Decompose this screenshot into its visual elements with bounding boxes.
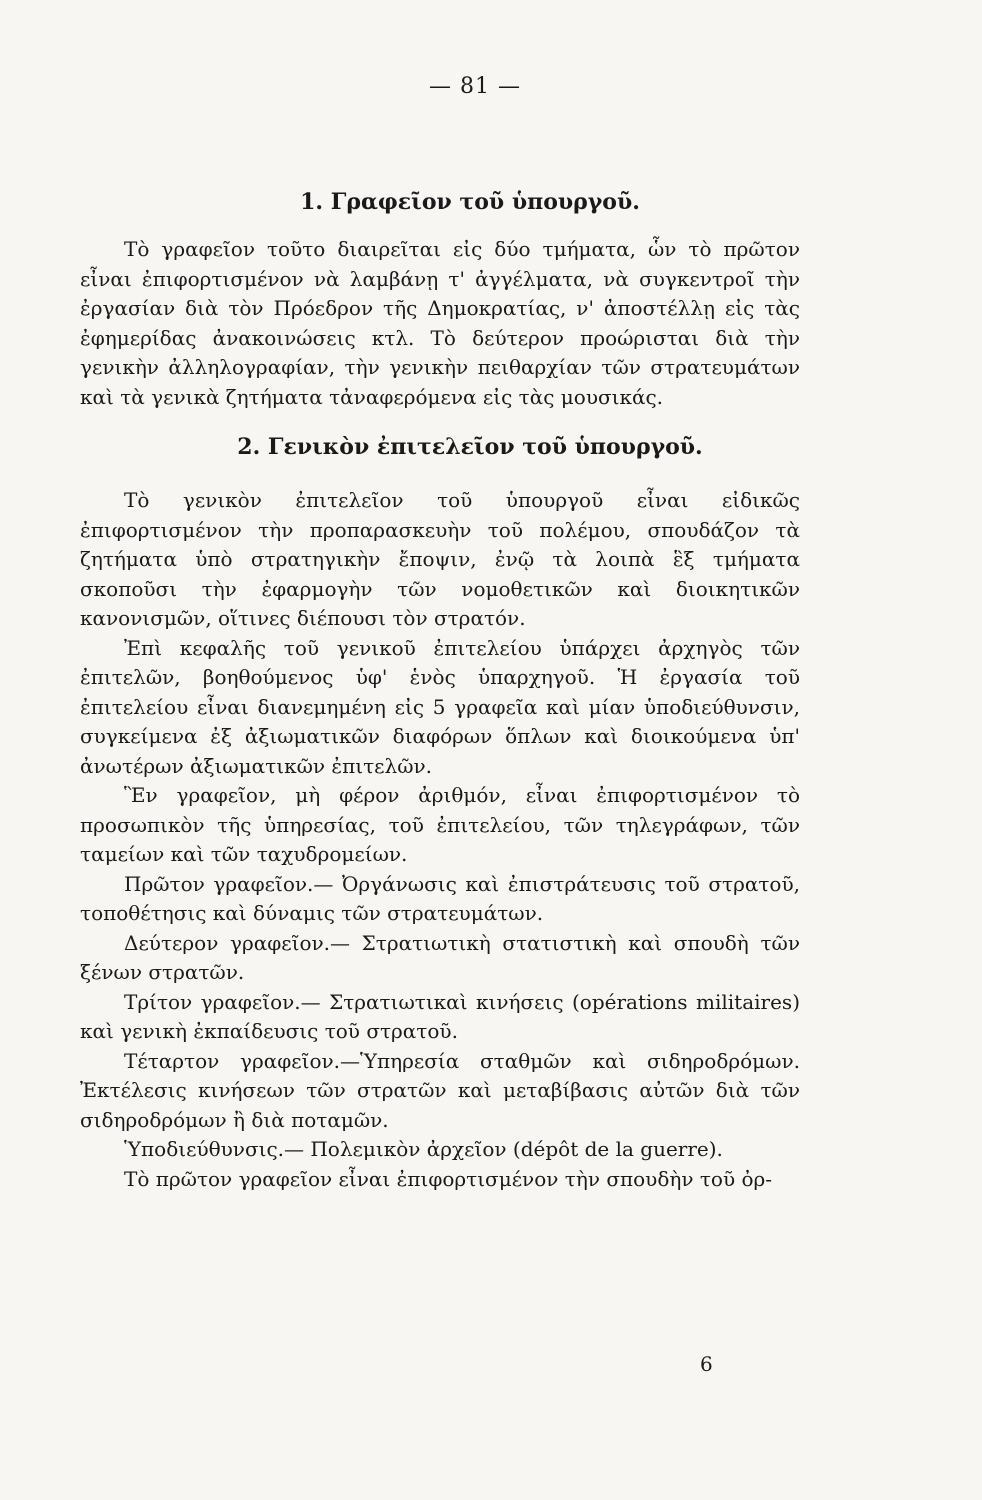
paragraph: Τρίτον γραφεῖον.— Στρατιωτικαὶ κινήσεις (opérations militaires) καὶ γενικὴ ἐκπαίδευσις τοῦ στρατοῦ. [80,989,800,1043]
paragraph: Τέταρτον γραφεῖον.—Ὑπηρεσία σταθμῶν καὶ σιδηροδρόμων. Ἐκτέλεσις κινήσεων τῶν στρατῶν καὶ μεταβίβασις αὐτῶν διὰ τῶν σιδηροδρόμων ἢ διὰ ποταμῶν. [80,1048,800,1132]
paragraph: Δεύτερον γραφεῖον.— Στρατιωτικὴ στατιστικὴ καὶ σπουδὴ τῶν ξένων στρατῶν. [80,930,800,984]
section-2 [80,434,800,1194]
paragraph: Ἓν γραφεῖον, μὴ φέρον ἀριθμόν, εἶναι ἐπιφορτισμένον τὸ προσωπικὸν τῆς ὑπηρεσίας, τοῦ ἐπιτελείου, τῶν τηλεγράφων, τῶν ταμείων καὶ τῶν ταχυδρομείων. [80,783,800,866]
paragraph: Τὸ γραφεῖον τοῦτο διαιρεῖται εἰς δύο τμήματα, ὧν τὸ πρῶτον εἶναι ἐπιφορτισμένον νὰ λαμβάνῃ τ' ἀγγέλματα, νὰ συγκεντροῖ τὴν ἐργασίαν διὰ τὸν Πρόεδρον τῆς Δημοκρατίας, ν' ἀποστέλλῃ εἰς τὰς ἐφημερίδας ἀνακοινώσεις κτλ. Τὸ δεύτερον προώρισται διὰ τὴν γενικὴν ἀλληλογραφίαν, τὴν γενικὴν πειθαρχίαν τῶν στρατευμάτων καὶ τὰ γενικὰ ζητήματα τἀναφερόμενα εἰς τὰς μουσικάς. [80,237,800,409]
paragraph: Πρῶτον γραφεῖον.— Ὀργάνωσις καὶ ἐπιστράτευσις τοῦ στρατοῦ, τοποθέτησις καὶ δύναμις τῶν στρατευμάτων. [80,871,800,925]
paragraph: Τὸ γενικὸν ἐπιτελεῖον τοῦ ὑπουργοῦ εἶναι εἰδικῶς ἐπιφορτισμένον τὴν προπαρασκευὴν τοῦ πολέμου, σπουδάζον τὰ ζητήματα ὑπὸ στρατηγικὴν ἔποψιν, ἐνῷ τὰ λοιπὰ ἓξ τμήματα σκοποῦσι τὴν ἐφαρμογὴν τῶν νομοθετικῶν καὶ διοικητικῶν κανονισμῶν, οἵτινες διέπουσι τὸν στρατόν. [80,488,800,630]
signature-mark: 6 [700,1352,713,1376]
paragraph: Ἐπὶ κεφαλῆς τοῦ γενικοῦ ἐπιτελείου ὑπάρχει ἀρχηγὸς τῶν ἐπιτελῶν, βοηθούμενος ὑφ' ἑνὸς ὑπαρχηγοῦ. Ἡ ἐργασία τοῦ ἐπιτελείου εἶναι διανεμημένη εἰς 5 γραφεῖα καὶ μίαν ὑποδιεύθυνσιν, συγκείμενα ἐξ ἀξιωματικῶν διαφόρων ὅπλων καὶ διοικούμενα ὑπ' ἀνωτέρων ἀξιωματικῶν ἐπιτελῶν. [80,635,800,778]
paragraph: Τὸ πρῶτον γραφεῖον εἶναι ἐπιφορτισμένον τὴν σπουδὴν τοῦ ὀρ- [124,1166,773,1191]
page-body [80,60,800,1194]
section-1-heading: 1. Γραφεῖον τοῦ ὑπουργοῦ. [300,189,640,215]
section-2-heading: 2. Γενικὸν ἐπιτελεῖον τοῦ ὑπουργοῦ. [237,434,703,460]
paragraph: Ὑποδιεύθυνσις.— Πολεμικὸν ἀρχεῖον (dépôt de la guerre). [124,1137,723,1161]
section-1 [80,189,800,412]
page-number: — 81 — [429,74,521,99]
